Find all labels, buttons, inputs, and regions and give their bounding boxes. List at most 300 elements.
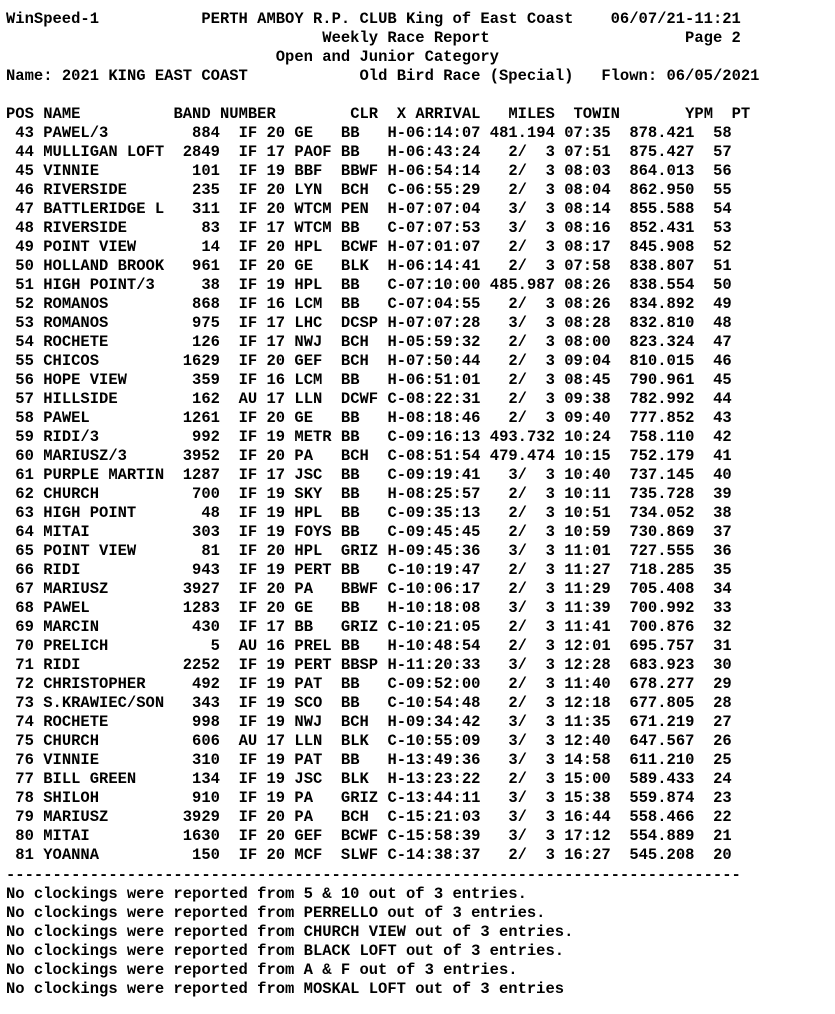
table-cell-band: 3952: [173, 447, 220, 465]
table-cell-miles: 2/ 3: [489, 618, 555, 636]
table-cell-band: 311: [173, 200, 220, 218]
table-cell-clr: GRIZ: [340, 789, 379, 807]
table-cell-ypm: 737.145: [629, 466, 695, 484]
table-cell-clr: BB: [340, 751, 379, 769]
table-cell-band: 1287: [173, 466, 220, 484]
table-cell-clr: BBWF: [340, 580, 379, 598]
table-row: [0, 580, 732, 599]
table-cell-number: AU 16 PREL: [238, 637, 332, 655]
table-cell-towin: 12:28: [564, 656, 611, 674]
table-cell-name: MARIUSZ/3: [43, 447, 165, 465]
report-title: Weekly Race Report: [322, 29, 490, 47]
table-cell-ypm: 735.728: [629, 485, 695, 503]
table-cell-number: IF 17 BB: [238, 618, 332, 636]
table-cell-number: IF 20 GEF: [238, 352, 332, 370]
table-cell-band: 3929: [173, 808, 220, 826]
table-cell-miles: 3/ 3: [489, 789, 555, 807]
table-cell-towin: 10:51: [564, 504, 611, 522]
table-cell-band: 606: [173, 732, 220, 750]
table-cell-ypm: 678.277: [629, 675, 695, 693]
table-cell-pt: 32: [713, 618, 732, 636]
table-cell-towin: 11:41: [564, 618, 611, 636]
table-row: [0, 523, 732, 542]
table-cell-clr: BB: [340, 466, 379, 484]
table-cell-band: 134: [173, 770, 220, 788]
table-cell-band: 910: [173, 789, 220, 807]
table-cell-ypm: 864.013: [629, 162, 695, 180]
report-header-line-4: [6, 67, 759, 86]
report-header-line-3: [6, 48, 499, 67]
table-cell-clr: BB: [340, 124, 379, 142]
table-cell-ypm: 558.466: [629, 808, 695, 826]
table-row: [0, 599, 732, 618]
table-cell-towin: 09:38: [564, 390, 611, 408]
col-arrival: X ARRIVAL: [396, 105, 481, 123]
table-cell-miles: 2/ 3: [489, 637, 555, 655]
table-row: [0, 675, 732, 694]
table-cell-name: PRELICH: [43, 637, 165, 655]
table-cell-name: MARCIN: [43, 618, 165, 636]
table-cell-towin: 08:14: [564, 200, 611, 218]
table-cell-number: IF 19 SKY: [238, 485, 332, 503]
table-cell-miles: 3/ 3: [489, 732, 555, 750]
table-cell-ypm: 845.908: [629, 238, 695, 256]
table-cell-miles: 485.987: [489, 276, 555, 294]
table-cell-band: 1629: [173, 352, 220, 370]
table-cell-arrival: C-13:44:11: [387, 789, 481, 807]
table-cell-arrival: H-06:14:07: [387, 124, 481, 142]
table-cell-name: SHILOH: [43, 789, 165, 807]
table-cell-pos: 80: [6, 827, 34, 845]
table-cell-clr: BCH: [340, 808, 379, 826]
table-cell-band: 1283: [173, 599, 220, 617]
table-cell-arrival: H-06:54:14: [387, 162, 481, 180]
table-cell-arrival: C-09:16:13: [387, 428, 481, 446]
table-cell-band: 81: [173, 542, 220, 560]
program-name: WinSpeed-1: [6, 10, 100, 28]
table-cell-pt: 47: [713, 333, 732, 351]
table-cell-pt: 24: [713, 770, 732, 788]
table-cell-band: 868: [173, 295, 220, 313]
table-cell-pt: 50: [713, 276, 732, 294]
table-cell-band: 303: [173, 523, 220, 541]
table-cell-clr: BB: [340, 295, 379, 313]
table-row: [0, 694, 732, 713]
table-row: [0, 808, 732, 827]
no-clocking-note: No clockings were reported from 5 & 10 out of 3 entries.: [6, 885, 527, 903]
table-cell-band: 1261: [173, 409, 220, 427]
table-cell-name: CHICOS: [43, 352, 165, 370]
table-cell-ypm: 727.555: [629, 542, 695, 560]
table-cell-arrival: H-06:51:01: [387, 371, 481, 389]
table-cell-number: IF 20 GE: [238, 124, 332, 142]
table-cell-towin: 11:39: [564, 599, 611, 617]
table-cell-band: 150: [173, 846, 220, 864]
table-cell-clr: BB: [340, 637, 379, 655]
table-cell-miles: 479.474: [489, 447, 555, 465]
table-cell-pos: 50: [6, 257, 34, 275]
table-cell-pt: 34: [713, 580, 732, 598]
table-cell-arrival: C-14:38:37: [387, 846, 481, 864]
table-cell-clr: BBWF: [340, 162, 379, 180]
table-cell-clr: BB: [340, 276, 379, 294]
table-cell-pt: 54: [713, 200, 732, 218]
table-cell-name: MITAI: [43, 523, 165, 541]
table-row: [0, 181, 732, 200]
table-cell-clr: GRIZ: [340, 618, 379, 636]
table-cell-ypm: 730.869: [629, 523, 695, 541]
table-cell-miles: 3/ 3: [489, 827, 555, 845]
table-cell-arrival: C-10:21:05: [387, 618, 481, 636]
table-cell-pt: 48: [713, 314, 732, 332]
table-cell-name: PAWEL/3: [43, 124, 165, 142]
table-cell-ypm: 734.052: [629, 504, 695, 522]
table-cell-pos: 75: [6, 732, 34, 750]
table-cell-pt: 37: [713, 523, 732, 541]
table-row: [0, 333, 732, 352]
table-cell-name: HOPE VIEW: [43, 371, 165, 389]
table-cell-band: 975: [173, 314, 220, 332]
table-cell-miles: 2/ 3: [489, 485, 555, 503]
table-cell-arrival: C-07:04:55: [387, 295, 481, 313]
table-cell-towin: 12:01: [564, 637, 611, 655]
table-cell-pt: 39: [713, 485, 732, 503]
table-cell-number: IF 17 PAOF: [238, 143, 332, 161]
table-cell-ypm: 752.179: [629, 447, 695, 465]
table-cell-arrival: C-08:51:54: [387, 447, 481, 465]
table-cell-band: 2849: [173, 143, 220, 161]
table-cell-band: 101: [173, 162, 220, 180]
table-cell-ypm: 545.208: [629, 846, 695, 864]
table-cell-pt: 35: [713, 561, 732, 579]
table-cell-name: RIVERSIDE: [43, 181, 165, 199]
table-row: [0, 162, 732, 181]
table-cell-ypm: 838.807: [629, 257, 695, 275]
col-name: NAME: [43, 105, 81, 123]
table-cell-pt: 51: [713, 257, 732, 275]
table-cell-pos: 61: [6, 466, 34, 484]
table-cell-number: IF 20 LYN: [238, 181, 332, 199]
table-cell-number: IF 19 PA: [238, 789, 332, 807]
table-cell-band: 38: [173, 276, 220, 294]
table-cell-pt: 22: [713, 808, 732, 826]
table-cell-ypm: 777.852: [629, 409, 695, 427]
table-cell-towin: 12:40: [564, 732, 611, 750]
table-cell-ypm: 705.408: [629, 580, 695, 598]
table-cell-ypm: 790.961: [629, 371, 695, 389]
table-cell-clr: BB: [340, 675, 379, 693]
table-cell-ypm: 611.210: [629, 751, 695, 769]
table-cell-ypm: 810.015: [629, 352, 695, 370]
table-cell-miles: 2/ 3: [489, 352, 555, 370]
table-cell-pt: 58: [713, 124, 732, 142]
table-cell-number: IF 19 PERT: [238, 656, 332, 674]
table-cell-pos: 57: [6, 390, 34, 408]
table-row: [0, 371, 732, 390]
no-clocking-note: No clockings were reported from BLACK LOFT out of 3 entries.: [6, 942, 565, 960]
table-cell-clr: BLK: [340, 732, 379, 750]
table-cell-pt: 44: [713, 390, 732, 408]
table-cell-number: IF 19 FOYS: [238, 523, 332, 541]
table-cell-towin: 11:27: [564, 561, 611, 579]
table-cell-clr: DCWF: [340, 390, 379, 408]
table-cell-name: ROCHETE: [43, 333, 165, 351]
flown-date: 06/05/2021: [666, 67, 760, 85]
table-cell-number: IF 19 METR: [238, 428, 332, 446]
table-cell-pos: 46: [6, 181, 34, 199]
table-cell-towin: 07:58: [564, 257, 611, 275]
table-cell-pt: 55: [713, 181, 732, 199]
col-pt: PT: [731, 105, 751, 123]
table-cell-towin: 15:38: [564, 789, 611, 807]
table-cell-miles: 2/ 3: [489, 561, 555, 579]
table-cell-ypm: 683.923: [629, 656, 695, 674]
table-cell-miles: 2/ 3: [489, 371, 555, 389]
table-cell-arrival: C-10:55:09: [387, 732, 481, 750]
table-cell-name: VINNIE: [43, 162, 165, 180]
table-cell-pos: 64: [6, 523, 34, 541]
table-cell-towin: 11:29: [564, 580, 611, 598]
table-cell-arrival: H-07:07:04: [387, 200, 481, 218]
table-cell-arrival: C-09:45:45: [387, 523, 481, 541]
table-row: [0, 485, 732, 504]
table-cell-number: IF 20 GEF: [238, 827, 332, 845]
table-cell-pos: 69: [6, 618, 34, 636]
table-row: [0, 732, 732, 751]
table-cell-miles: 3/ 3: [489, 466, 555, 484]
table-cell-arrival: C-09:19:41: [387, 466, 481, 484]
results-table-body: [0, 124, 732, 865]
table-cell-name: PAWEL: [43, 409, 165, 427]
table-cell-number: IF 17 JSC: [238, 466, 332, 484]
report-header-line-2: [6, 29, 741, 48]
table-cell-pos: 53: [6, 314, 34, 332]
table-row: [0, 219, 732, 238]
table-cell-arrival: H-11:20:33: [387, 656, 481, 674]
table-row: [0, 428, 732, 447]
table-cell-number: AU 17 LLN: [238, 732, 332, 750]
table-cell-pt: 56: [713, 162, 732, 180]
table-cell-towin: 11:40: [564, 675, 611, 693]
table-cell-pt: 20: [713, 846, 732, 864]
table-cell-arrival: H-07:07:28: [387, 314, 481, 332]
table-row: [0, 295, 732, 314]
table-cell-miles: 2/ 3: [489, 333, 555, 351]
table-cell-band: 83: [173, 219, 220, 237]
table-cell-band: 943: [173, 561, 220, 579]
table-cell-towin: 09:04: [564, 352, 611, 370]
table-cell-ypm: 875.427: [629, 143, 695, 161]
table-cell-ypm: 782.992: [629, 390, 695, 408]
table-cell-band: 5: [173, 637, 220, 655]
table-cell-pos: 67: [6, 580, 34, 598]
table-row: [0, 846, 732, 865]
table-cell-clr: BCH: [340, 447, 379, 465]
table-cell-towin: 08:28: [564, 314, 611, 332]
table-cell-towin: 10:24: [564, 428, 611, 446]
table-cell-band: 2252: [173, 656, 220, 674]
table-cell-number: IF 20 GE: [238, 409, 332, 427]
race-type: Old Bird Race (Special): [359, 67, 574, 85]
table-cell-name: CHURCH: [43, 732, 165, 750]
table-row: [0, 542, 732, 561]
table-cell-pos: 59: [6, 428, 34, 446]
table-cell-band: 162: [173, 390, 220, 408]
table-cell-arrival: C-07:10:00: [387, 276, 481, 294]
table-row: [0, 827, 732, 846]
table-cell-pos: 70: [6, 637, 34, 655]
table-cell-towin: 10:11: [564, 485, 611, 503]
table-cell-number: IF 19 PERT: [238, 561, 332, 579]
table-cell-ypm: 855.588: [629, 200, 695, 218]
table-cell-number: IF 17 LHC: [238, 314, 332, 332]
table-row: [0, 447, 732, 466]
col-ypm: YPM: [685, 105, 714, 123]
table-cell-name: POINT VIEW: [43, 238, 165, 256]
table-cell-pos: 72: [6, 675, 34, 693]
table-cell-towin: 07:35: [564, 124, 611, 142]
table-cell-miles: 493.732: [489, 428, 555, 446]
table-cell-ypm: 559.874: [629, 789, 695, 807]
table-row: [0, 713, 732, 732]
table-cell-miles: 3/ 3: [489, 656, 555, 674]
table-cell-number: IF 20 HPL: [238, 238, 332, 256]
table-cell-miles: 2/ 3: [489, 523, 555, 541]
table-cell-towin: 08:26: [564, 276, 611, 294]
table-cell-number: IF 19 BBF: [238, 162, 332, 180]
table-cell-band: 998: [173, 713, 220, 731]
table-row: [0, 257, 732, 276]
table-cell-name: ROCHETE: [43, 713, 165, 731]
table-cell-towin: 08:17: [564, 238, 611, 256]
table-cell-towin: 09:40: [564, 409, 611, 427]
table-cell-pos: 60: [6, 447, 34, 465]
table-cell-arrival: H-07:50:44: [387, 352, 481, 370]
table-cell-pos: 73: [6, 694, 34, 712]
table-cell-pos: 74: [6, 713, 34, 731]
table-row: [0, 409, 732, 428]
report-header-line-1: [6, 10, 741, 29]
table-cell-pos: 56: [6, 371, 34, 389]
table-cell-pt: 40: [713, 466, 732, 484]
table-cell-ypm: 862.950: [629, 181, 695, 199]
table-cell-name: S.KRAWIEC/SON: [43, 694, 165, 712]
table-cell-pt: 52: [713, 238, 732, 256]
table-cell-towin: 17:12: [564, 827, 611, 845]
table-cell-name: ROMANOS: [43, 314, 165, 332]
table-cell-clr: BLK: [340, 770, 379, 788]
table-cell-towin: 11:35: [564, 713, 611, 731]
table-cell-miles: 3/ 3: [489, 314, 555, 332]
separator-line: -------------------------------------------------------------------------------: [6, 866, 741, 884]
table-cell-pos: 47: [6, 200, 34, 218]
table-cell-ypm: 718.285: [629, 561, 695, 579]
table-cell-clr: BB: [340, 523, 379, 541]
table-cell-clr: BB: [340, 485, 379, 503]
table-header: [6, 105, 750, 124]
table-cell-band: 48: [173, 504, 220, 522]
table-cell-name: BILL GREEN: [43, 770, 165, 788]
table-cell-miles: 3/ 3: [489, 808, 555, 826]
table-cell-pt: 46: [713, 352, 732, 370]
table-cell-arrival: H-06:43:24: [387, 143, 481, 161]
table-cell-ypm: 677.805: [629, 694, 695, 712]
table-row: [0, 238, 732, 257]
table-cell-towin: 08:26: [564, 295, 611, 313]
table-cell-clr: BCH: [340, 333, 379, 351]
table-cell-name: CHURCH: [43, 485, 165, 503]
table-cell-pt: 29: [713, 675, 732, 693]
table-cell-band: 700: [173, 485, 220, 503]
table-cell-towin: 16:27: [564, 846, 611, 864]
table-cell-number: IF 17 NWJ: [238, 333, 332, 351]
table-cell-ypm: 834.892: [629, 295, 695, 313]
table-cell-miles: 2/ 3: [489, 846, 555, 864]
table-cell-arrival: H-13:49:36: [387, 751, 481, 769]
table-cell-ypm: 700.992: [629, 599, 695, 617]
table-cell-name: HOLLAND BROOK: [43, 257, 165, 275]
table-cell-number: IF 20 PA: [238, 808, 332, 826]
table-cell-towin: 08:00: [564, 333, 611, 351]
table-cell-pt: 26: [713, 732, 732, 750]
table-cell-clr: BCH: [340, 713, 379, 731]
table-cell-clr: BB: [340, 219, 379, 237]
table-cell-miles: 2/ 3: [489, 162, 555, 180]
table-cell-clr: PEN: [340, 200, 379, 218]
table-cell-towin: 10:40: [564, 466, 611, 484]
table-cell-name: RIDI: [43, 656, 165, 674]
table-cell-clr: SLWF: [340, 846, 379, 864]
table-cell-pos: 55: [6, 352, 34, 370]
table-cell-towin: 15:00: [564, 770, 611, 788]
table-cell-miles: 481.194: [489, 124, 555, 142]
table-cell-pos: 44: [6, 143, 34, 161]
table-cell-number: IF 20 PA: [238, 447, 332, 465]
table-cell-towin: 16:44: [564, 808, 611, 826]
table-cell-miles: 2/ 3: [489, 504, 555, 522]
table-cell-miles: 2/ 3: [489, 409, 555, 427]
table-cell-band: 310: [173, 751, 220, 769]
table-cell-pos: 58: [6, 409, 34, 427]
table-cell-arrival: H-10:48:54: [387, 637, 481, 655]
table-cell-miles: 2/ 3: [489, 694, 555, 712]
table-cell-pos: 68: [6, 599, 34, 617]
table-cell-towin: 12:18: [564, 694, 611, 712]
table-row: [0, 751, 732, 770]
table-cell-number: IF 20 PA: [238, 580, 332, 598]
table-cell-ypm: 671.219: [629, 713, 695, 731]
table-cell-miles: 2/ 3: [489, 257, 555, 275]
table-cell-number: IF 20 GE: [238, 599, 332, 617]
table-cell-ypm: 823.324: [629, 333, 695, 351]
table-cell-number: IF 16 LCM: [238, 295, 332, 313]
col-pos: POS: [6, 105, 34, 123]
table-cell-number: IF 19 SCO: [238, 694, 332, 712]
table-cell-miles: 2/ 3: [489, 238, 555, 256]
table-cell-band: 14: [173, 238, 220, 256]
no-clocking-note: No clockings were reported from MOSKAL LOFT out of 3 entries: [6, 980, 565, 998]
table-cell-number: IF 17 WTCM: [238, 219, 332, 237]
name-label: Name:: [6, 67, 53, 85]
table-cell-clr: BCWF: [340, 827, 379, 845]
table-cell-pos: 49: [6, 238, 34, 256]
club-name: PERTH AMBOY R.P. CLUB King of East Coast: [201, 10, 574, 28]
table-cell-clr: BB: [340, 409, 379, 427]
table-cell-miles: 2/ 3: [489, 295, 555, 313]
table-cell-miles: 3/ 3: [489, 542, 555, 560]
table-cell-pos: 43: [6, 124, 34, 142]
table-cell-arrival: H-08:25:57: [387, 485, 481, 503]
